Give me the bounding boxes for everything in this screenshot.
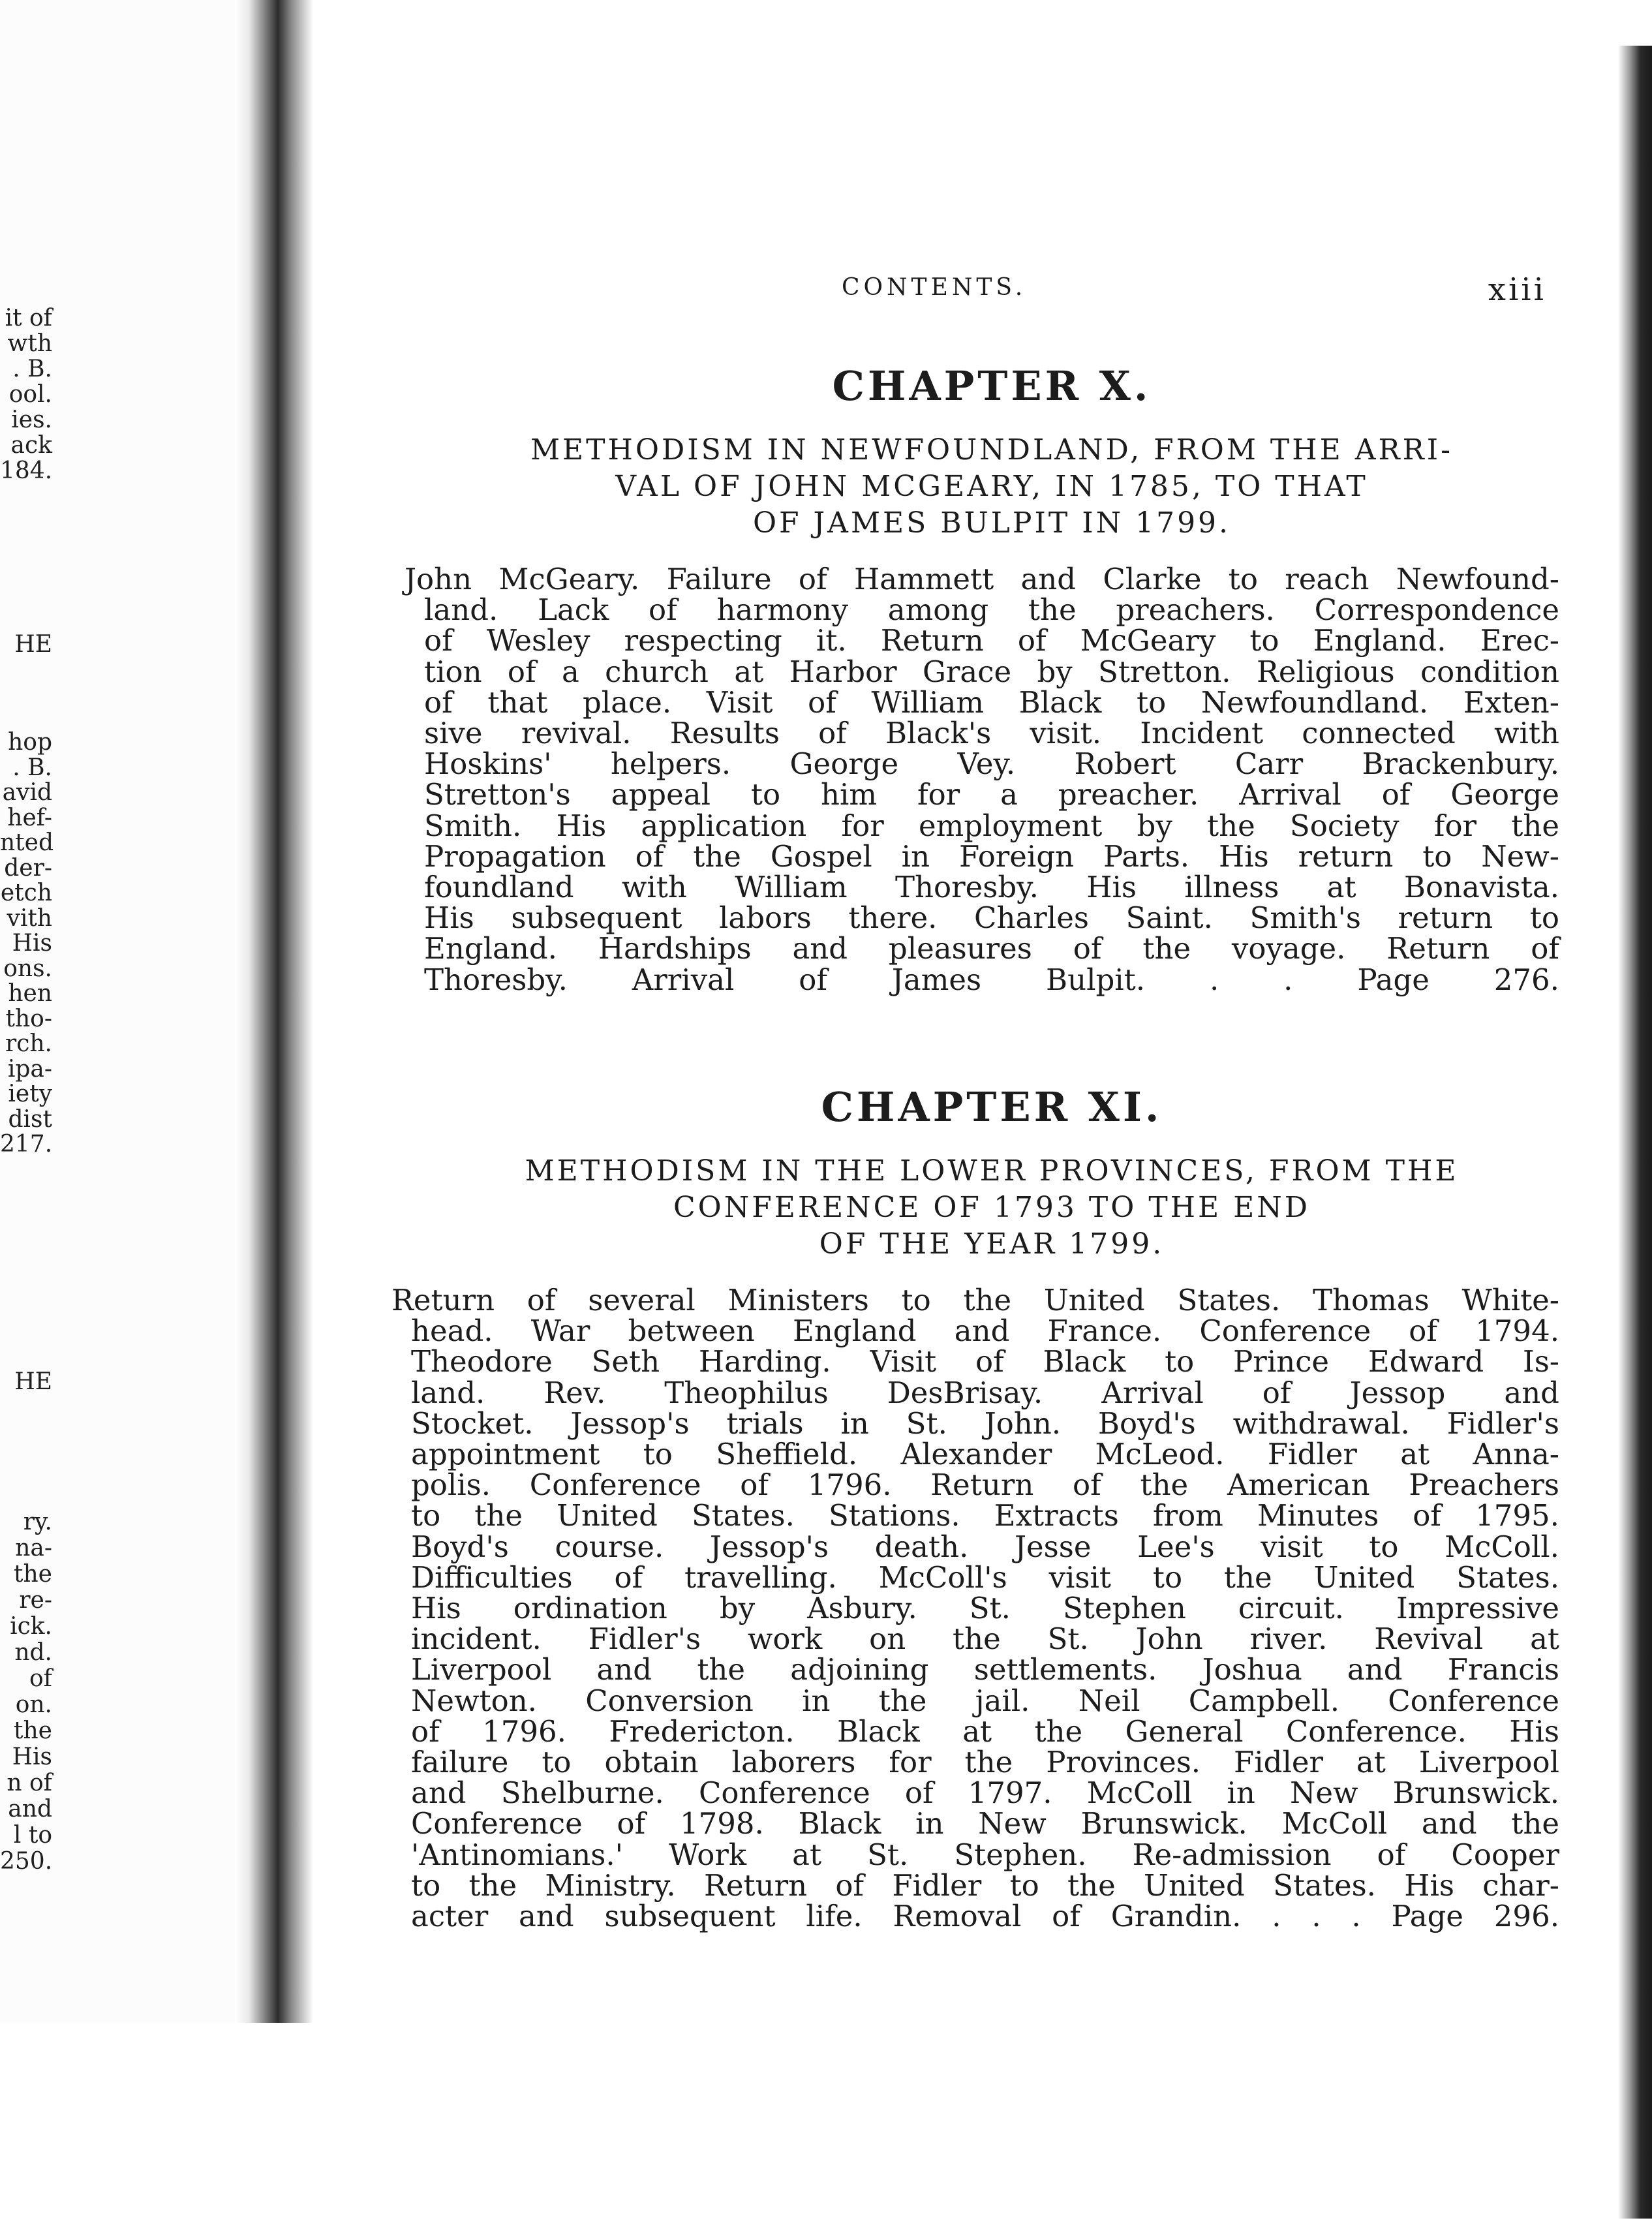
summary-line: Return of several Ministers to the United States. Thomas White- bbox=[391, 1283, 1559, 1317]
summary-line: acter and subsequent life. Removal of Grandin. . . . Page 296. bbox=[411, 1899, 1559, 1934]
chapter-subtitle bbox=[424, 1153, 1559, 1263]
summary-line: land. Rev. Theophilus DesBrisay. Arrival of Jessop and bbox=[411, 1375, 1559, 1410]
facing-page-fragment: dist bbox=[8, 1105, 52, 1133]
facing-page-fragment: vith bbox=[7, 904, 52, 932]
facing-page-fragment: ool. bbox=[8, 381, 52, 408]
subtitle-line: OF THE YEAR 1799. bbox=[819, 1227, 1165, 1261]
facing-page-fragment: avid bbox=[2, 779, 52, 806]
facing-page-fragment: ry. bbox=[23, 1509, 52, 1535]
facing-page-fragment: wth bbox=[7, 330, 52, 357]
page-number: xiii bbox=[1488, 271, 1546, 308]
summary-line: sive revival. Results of Black's visit. Incident connected with bbox=[424, 716, 1559, 751]
facing-page-fragment: HE bbox=[14, 631, 52, 658]
chapter-x bbox=[405, 362, 1559, 997]
facing-page-fragment: tho- bbox=[5, 1005, 52, 1032]
facing-page-fragment: hen bbox=[8, 980, 52, 1007]
facing-page-fragment: on. bbox=[15, 1691, 52, 1718]
summary-line: Smith. His application for employment by the Society for the bbox=[424, 808, 1559, 843]
summary-line: Stocket. Jessop's trials in St. John. Boyd's withdrawal. Fidler's bbox=[411, 1406, 1559, 1441]
facing-page-fragment: it of bbox=[5, 305, 52, 331]
subtitle-line: VAL OF JOHN MCGEARY, IN 1785, TO THAT bbox=[615, 470, 1368, 503]
summary-line: polis. Conference of 1796. Return of the American Preachers bbox=[411, 1468, 1559, 1503]
chapter-heading: CHAPTER X. bbox=[832, 362, 1152, 410]
facing-page-fragment: re- bbox=[19, 1587, 52, 1614]
facing-page-fragment: hef- bbox=[7, 804, 52, 831]
summary-line: Thoresby. Arrival of James Bulpit. . . Page 276. bbox=[424, 962, 1559, 997]
summary-line: of 1796. Fredericton. Black at the General Conference. His bbox=[411, 1714, 1559, 1749]
summary-line: land. Lack of harmony among the preachers. Correspondence bbox=[424, 592, 1559, 628]
summary-line: His ordination by Asbury. St. Stephen circuit. Impressive bbox=[411, 1591, 1559, 1626]
summary-line: Stretton's appeal to him for a preacher. Arrival of George bbox=[424, 777, 1559, 812]
summary-line: and Shelburne. Conference of 1797. McColl in New Brunswick. bbox=[411, 1776, 1559, 1811]
summary-line: of that place. Visit of William Black to Newfoundland. Exten- bbox=[424, 684, 1559, 720]
summary-line: England. Hardships and pleasures of the voyage. Return of bbox=[424, 931, 1559, 966]
facing-page-fragment: nted bbox=[0, 829, 54, 856]
facing-page-fragment: 184. bbox=[0, 457, 53, 484]
summary-line: Hoskins' helpers. George Vey. Robert Carr Brackenbury. bbox=[424, 746, 1559, 782]
facing-page-fragment: ack bbox=[10, 432, 52, 459]
facing-page-fragment: nd. bbox=[14, 1639, 52, 1666]
book-gutter bbox=[235, 0, 313, 2023]
summary-line: appointment to Sheffield. Alexander McLeod. Fidler at Anna- bbox=[411, 1437, 1559, 1472]
summary-line: Propagation of the Gospel in Foreign Parts. His return to New- bbox=[424, 838, 1559, 874]
facing-page-text bbox=[0, 0, 248, 2023]
facing-page-fragment: His bbox=[12, 1744, 52, 1770]
facing-page-fragment: the bbox=[14, 1717, 52, 1744]
chapter-subtitle bbox=[424, 432, 1559, 542]
summary-line: tion of a church at Harbor Grace by Stretton. Religious condition bbox=[424, 654, 1559, 689]
summary-line: Liverpool and the adjoining settlements. Joshua and Francis bbox=[411, 1652, 1559, 1687]
facing-page-fragment: etch bbox=[0, 880, 52, 906]
subtitle-line: CONFERENCE OF 1793 TO THE END bbox=[673, 1191, 1311, 1224]
summary-line: to the Ministry. Return of Fidler to the United States. His char- bbox=[411, 1868, 1559, 1903]
summary-line: to the United States. Stations. Extracts from Minutes of 1795. bbox=[411, 1498, 1559, 1533]
summary-line: John McGeary. Failure of Hammett and Clarke to reach Newfound- bbox=[405, 562, 1559, 596]
summary-line: foundland with William Thoresby. His illness at Bonavista. bbox=[424, 870, 1559, 905]
summary-line: of Wesley respecting it. Return of McGeary to England. Erec- bbox=[424, 623, 1559, 658]
facing-page-fragment: der- bbox=[4, 854, 52, 882]
facing-page-fragment: 250. bbox=[0, 1848, 53, 1875]
chapter-summary bbox=[405, 564, 1559, 995]
subtitle-line: METHODISM IN THE LOWER PROVINCES, FROM THE bbox=[525, 1154, 1459, 1188]
summary-line: Boyd's course. Jessop's death. Jesse Lee's visit to McColl. bbox=[411, 1529, 1559, 1564]
facing-page-fragment: 217. bbox=[0, 1131, 53, 1158]
facing-page-fragment: His bbox=[12, 930, 52, 957]
facing-page-fragment: na- bbox=[15, 1535, 52, 1561]
chapter-xi bbox=[391, 1083, 1559, 1934]
summary-line: His subsequent labors there. Charles Saint. Smith's return to bbox=[424, 900, 1559, 936]
facing-page-fragment: . B. bbox=[12, 356, 52, 382]
facing-page-fragment: ons. bbox=[3, 955, 52, 982]
page-edge-shadow bbox=[1618, 46, 1652, 2219]
facing-page-fragment: hop bbox=[8, 729, 52, 756]
facing-page-fragment: ipa- bbox=[7, 1055, 52, 1083]
facing-page-fragment: and bbox=[8, 1796, 52, 1822]
summary-line: 'Antinomians.' Work at St. Stephen. Re-admission of Cooper bbox=[411, 1837, 1559, 1872]
subtitle-line: METHODISM IN NEWFOUNDLAND, FROM THE ARRI- bbox=[530, 433, 1454, 467]
facing-page-fragment: HE bbox=[14, 1368, 52, 1395]
facing-page-fragment: of bbox=[29, 1665, 52, 1692]
facing-page-fragment: ies. bbox=[11, 407, 52, 433]
facing-page-fragment: rch. bbox=[5, 1030, 52, 1057]
summary-line: Conference of 1798. Black in New Brunswick. McColl and the bbox=[411, 1806, 1559, 1841]
facing-page-fragment: iety bbox=[8, 1081, 52, 1107]
chapter-heading: CHAPTER XI. bbox=[821, 1083, 1163, 1131]
summary-line: Theodore Seth Harding. Visit of Black to Prince Edward Is- bbox=[411, 1344, 1559, 1379]
facing-page-fragment: . B. bbox=[12, 754, 52, 781]
facing-page-fragment: ick. bbox=[10, 1613, 52, 1640]
summary-line: Difficulties of travelling. McColl's visit to the United States. bbox=[411, 1560, 1559, 1595]
summary-line: failure to obtain laborers for the Provinces. Fidler at Liverpool bbox=[411, 1745, 1559, 1780]
subtitle-line: OF JAMES BULPIT IN 1799. bbox=[752, 506, 1231, 540]
running-head bbox=[307, 271, 1618, 313]
facing-page-fragment: n of bbox=[7, 1770, 52, 1796]
facing-page-fragment: the bbox=[14, 1561, 52, 1588]
summary-line: incident. Fidler's work on the St. John river. Revival at bbox=[411, 1622, 1559, 1657]
contents-page bbox=[307, 26, 1618, 2199]
facing-page-fragment: l to bbox=[13, 1822, 52, 1849]
running-head-title: CONTENTS. bbox=[842, 274, 1027, 301]
summary-line: Newton. Conversion in the jail. Neil Campbell. Conference bbox=[411, 1683, 1559, 1718]
chapter-summary bbox=[391, 1283, 1559, 1934]
summary-line: head. War between England and France. Conference of 1794. bbox=[411, 1314, 1559, 1349]
